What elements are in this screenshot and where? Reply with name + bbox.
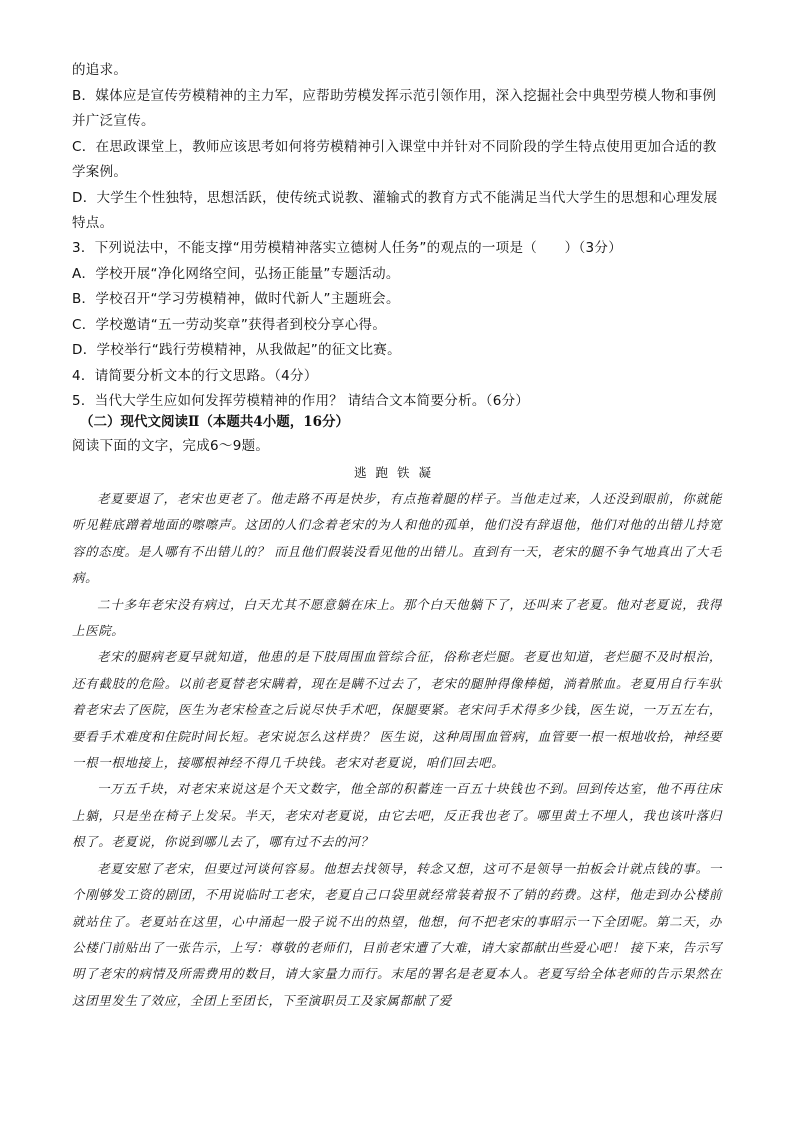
question-3	[72, 236, 722, 415]
question-3-stem: 3．下列说法中，不能支撑“用劳模精神落实立德树人任务”的观点的一项是（ ）（3分）	[72, 240, 623, 256]
question-5: 5．当代大学生应如何发挥劳模精神的作用？ 请结合文本简要分析。（6分）	[72, 393, 530, 409]
story-paragraph: 一万五千块，对老宋来说这是个天文数字，他全部的积蓄连一百五十块钱也不到。回到传达室，他不再往床上躺，只是坐在椅子上发呆。半天，老宋对老夏说，由它去吧，反正我也老了。哪里黄土不埋人，我也该叶落归根了。老夏说，你说到哪儿去了，哪有过不去的河？	[72, 781, 722, 850]
story-paragraph: 二十多年老宋没有病过，白天尤其不愿意躺在床上。那个白天他躺下了，还叫来了老夏。他对老夏说，我得上医院。	[72, 596, 722, 639]
section-2-instruction-block	[72, 434, 722, 460]
option-d: D．大学生个性独特，思想活跃，使传统式说教、灌输式的教育方式不能满足当代大学生的思想和心理发展特点。	[72, 189, 718, 231]
question-3-option-b: B．学校召开“学习劳模精神，做时代新人”主题班会。	[72, 291, 400, 307]
option-a-tail: 的追求。	[72, 62, 128, 78]
section-2-header	[80, 410, 730, 435]
question-3-option-d: D．学校举行“践行劳模精神，从我做起”的征文比赛。	[72, 342, 401, 358]
section-2-instruction: 阅读下面的文字，完成6～9题。	[72, 438, 270, 454]
story-paragraph: 老夏要退了，老宋也更老了。他走路不再是快步，有点拖着腿的样子。当他走过来，人还没到眼前，你就能听见鞋底蹭着地面的嚓嚓声。这团的人们念着老宋的为人和他的孤单，他们没有辞退他，他们对他的出错儿持宽容的态度。是人哪有不出错儿的？ 而且他们假装没看见他的出错儿。直到有一天，老宋的腿不争气地真出了大毛病。	[72, 491, 722, 586]
option-b: B．媒体应是宣传劳模精神的主力军，应帮助劳模发挥示范引领作用，深入挖掘社会中典型劳模人物和事例并广泛宣传。	[72, 87, 717, 129]
story-paragraph: 老宋的腿病老夏早就知道，他患的是下肢周围血管综合征，俗称老烂腿。老夏也知道，老烂腿不及时根治，还有截肢的危险。以前老夏替老宋瞒着，现在是瞒不过去了，老宋的腿肿得像棒槌，淌着脓血。老夏用自行车驮着老宋去了医院，医生为老宋检查之后说尽快手术吧，保腿要紧。老宋问手术得多少钱，医生说，一万五左右，要看手术难度和住院时间长短。老宋说怎么这样贵？ 医生说，这种周围血管病，血管要一根一根地收拾，神经要一根一根地接上，接哪根神经不得几千块钱。老宋对老夏说，咱们回去吧。	[72, 649, 722, 771]
option-c: C．在思政课堂上，教师应该思考如何将劳模精神引入课堂中并针对不同阶段的学生特点使用更加合适的教学案例。	[72, 138, 717, 180]
question-3-option-a: A．学校开展“净化网络空间，弘扬正能量”专题活动。	[72, 265, 400, 282]
question-4: 4．请简要分析文本的行文思路。（4分）	[72, 367, 318, 384]
story-paragraph: 老夏安慰了老宋，但要过河谈何容易。他想去找领导，转念又想，这可不是领导一拍板会计就点钱的事。一个刚够发工资的剧团，不用说临时工老宋，老夏自己口袋里就经常装着报不了销的药费。这样，他走到办公楼前就站住了。老夏站在这里，心中涌起一股子说不出的热望，他想，何不把老宋的事昭示一下全团呢。第二天，办公楼门前贴出了一张告示，上写：尊敬的老师们，目前老宋遭了大难，请大家都献出些爱心吧！ 接下来，告示写明了老宋的病情及所需费用的数目，请大家量力而行。末尾的署名是老夏本人。老夏写给全体老师的告示果然在这团里发生了效应，全团上至团长，下至演职员工及家属都献了爱	[72, 860, 722, 1008]
section-2-heading: （二）现代文阅读Ⅱ（本题共4小题，16分）	[80, 414, 350, 430]
question-3-option-c: C．学校邀请“五一劳动奖章”获得者到校分享心得。	[72, 316, 387, 333]
story-title: 逃跑铁凝	[353, 465, 440, 480]
story	[72, 460, 722, 1014]
previous-question-options	[72, 58, 722, 237]
